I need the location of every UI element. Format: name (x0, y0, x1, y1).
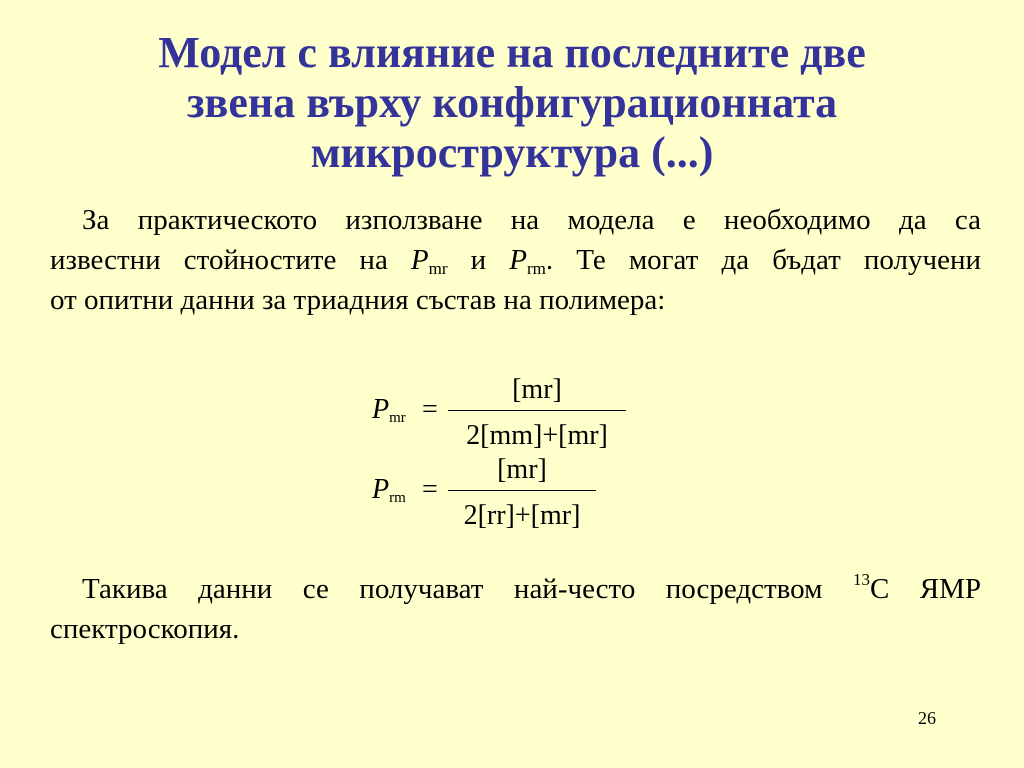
and-word: и (447, 244, 510, 276)
paragraph-1-line-1: За практическото използване на модела е необходимо да са (82, 204, 981, 236)
paragraph-2-line-1-start: Такива данни се получават най-често посредством (82, 573, 853, 605)
formula-p-rm (372, 454, 632, 538)
paragraph-1-line-2-start: известни стойностите на (50, 244, 411, 276)
formula-2-sub: rm (389, 490, 406, 506)
formula-2-denominator: 2[rr]+[mr] (463, 500, 581, 531)
sub-rm: rm (526, 259, 546, 278)
var-p-rm: P (509, 244, 527, 276)
formula-1-fraction-line (448, 410, 626, 411)
var-p-mr: P (410, 244, 429, 276)
formula-2-equals: = (422, 474, 438, 505)
paragraph-2-line-2: спектроскопия. (50, 613, 240, 645)
paragraph-2 (50, 569, 981, 649)
paragraph-1-line-2 (50, 240, 981, 280)
paragraph-2-line-1-end: C ЯМР (869, 573, 981, 605)
formula-2-lhs (372, 476, 406, 508)
paragraph-1 (50, 200, 981, 320)
formula-1-sub: mr (389, 410, 406, 426)
formula-p-mr (372, 374, 632, 458)
formula-1-equals: = (422, 394, 438, 425)
page-number: 26 (918, 708, 936, 728)
formula-1-lhs (372, 396, 406, 428)
slide-title (40, 28, 984, 178)
title-line-1: Модел с влияние на последните две (158, 28, 866, 77)
formula-2-var: P (372, 474, 390, 505)
paragraph-2-line-1 (50, 569, 981, 609)
isotope-superscript: 13 (852, 570, 870, 589)
paragraph-1-line-2-end: . Те могат да бъдат получени (545, 244, 981, 276)
formula-1-denominator: 2[mm]+[mr] (466, 420, 608, 451)
formula-2-fraction-line (448, 490, 596, 491)
title-line-3: микроструктура (...) (310, 128, 714, 177)
formula-1-numerator: [mr] (512, 374, 562, 405)
formula-1-var: P (372, 394, 390, 425)
formula-2-numerator: [mr] (497, 454, 547, 485)
paragraph-1-line-3: от опитни данни за триадния състав на полимера: (50, 284, 666, 316)
title-line-2: звена върху конфигурационната (186, 78, 838, 127)
sub-mr: mr (428, 259, 448, 278)
